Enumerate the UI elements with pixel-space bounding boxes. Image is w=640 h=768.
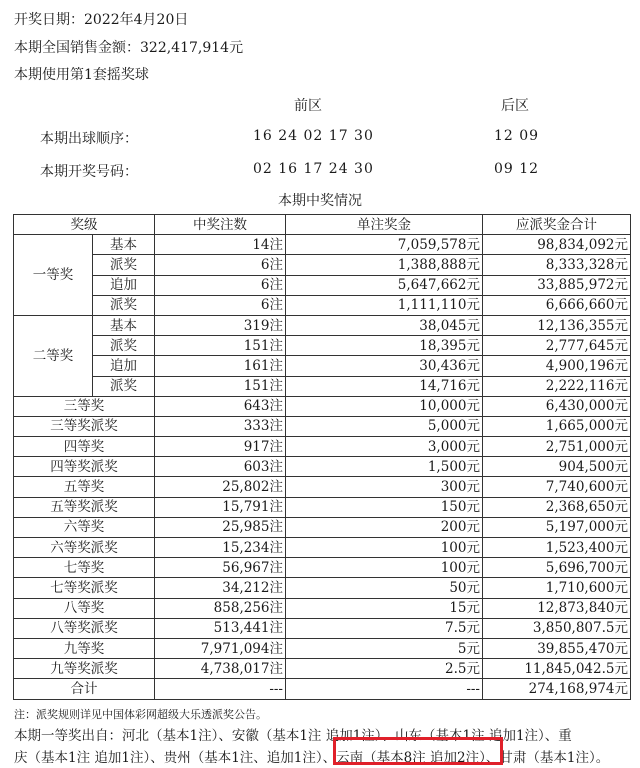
single-prize: 30,436元 — [286, 356, 483, 376]
table-row — [14, 437, 631, 457]
table-header-row — [14, 215, 631, 235]
col-header-total: 应派奖金合计 — [483, 215, 631, 235]
draw-date: 开奖日期：2022年4月20日 — [14, 12, 189, 28]
col-header-count: 中奖注数 — [155, 215, 286, 235]
table-row — [14, 457, 631, 477]
winning-number-front: 02 16 17 24 30 — [253, 161, 374, 177]
single-prize: 1,500元 — [286, 457, 483, 477]
winner-count: 917注 — [155, 437, 286, 457]
winner-count: 4,738,017注 — [155, 659, 286, 679]
table-row — [14, 578, 631, 598]
table-row — [14, 336, 631, 356]
prize-sublevel: 派奖 — [93, 336, 155, 356]
table-row — [14, 356, 631, 376]
prize-level: 一等奖 — [14, 235, 93, 316]
prize-level: 七等奖派奖 — [14, 578, 155, 598]
draw-order-front: 16 24 02 17 30 — [253, 128, 374, 144]
single-prize: 5元 — [286, 638, 483, 658]
prize-level: 三等奖派奖 — [14, 416, 155, 436]
prize-level: 五等奖 — [14, 477, 155, 497]
prize-sublevel: 基本 — [93, 315, 155, 335]
winner-count: 25,985注 — [155, 517, 286, 537]
table-row — [14, 295, 631, 315]
prize-total: 2,368,650元 — [483, 497, 631, 517]
table-row — [14, 477, 631, 497]
total-row — [14, 679, 631, 699]
winner-count: 15,234注 — [155, 538, 286, 558]
single-prize: 100元 — [286, 558, 483, 578]
single-prize: 1,111,110元 — [286, 295, 483, 315]
prize-total: 6,430,000元 — [483, 396, 631, 416]
single-prize: 150元 — [286, 497, 483, 517]
prize-level: 八等奖 — [14, 598, 155, 618]
prize-total: 98,834,092元 — [483, 235, 631, 255]
single-prize: 15元 — [286, 598, 483, 618]
single-prize: 5,647,662元 — [286, 275, 483, 295]
prize-total: 2,222,116元 — [483, 376, 631, 396]
single-prize: 7.5元 — [286, 618, 483, 638]
prize-total: 904,500元 — [483, 457, 631, 477]
table-row — [14, 396, 631, 416]
table-row — [14, 315, 631, 335]
prize-total: 5,696,700元 — [483, 558, 631, 578]
prize-sublevel: 派奖 — [93, 376, 155, 396]
total-label: 合计 — [14, 679, 155, 699]
prize-sublevel: 追加 — [93, 275, 155, 295]
winner-count: 858,256注 — [155, 598, 286, 618]
prize-sublevel: 基本 — [93, 235, 155, 255]
single-prize: 10,000元 — [286, 396, 483, 416]
single-prize: 38,045元 — [286, 315, 483, 335]
single-prize: 300元 — [286, 477, 483, 497]
total-single: --- — [286, 679, 483, 699]
prize-total: 3,850,807.5元 — [483, 618, 631, 638]
table-row — [14, 558, 631, 578]
winner-count: 25,802注 — [155, 477, 286, 497]
winner-count: 56,967注 — [155, 558, 286, 578]
winner-count: 6注 — [155, 295, 286, 315]
prize-total: 4,900,196元 — [483, 356, 631, 376]
prize-level: 七等奖 — [14, 558, 155, 578]
single-prize: 50元 — [286, 578, 483, 598]
prize-total: 2,751,000元 — [483, 437, 631, 457]
single-prize: 100元 — [286, 538, 483, 558]
single-prize: 2.5元 — [286, 659, 483, 679]
single-prize: 5,000元 — [286, 416, 483, 436]
winner-count: 161注 — [155, 356, 286, 376]
prize-level: 九等奖 — [14, 638, 155, 658]
front-zone-label: 前区 — [294, 98, 322, 114]
grand-total: 274,168,974元 — [483, 679, 631, 699]
prize-level: 四等奖派奖 — [14, 457, 155, 477]
highlight-box — [333, 737, 503, 765]
table-row — [14, 598, 631, 618]
prize-level: 二等奖 — [14, 315, 93, 396]
table-row — [14, 376, 631, 396]
winning-number-label: 本期开奖号码： — [40, 164, 138, 180]
prize-sublevel: 派奖 — [93, 255, 155, 275]
table-row — [14, 538, 631, 558]
ball-set: 本期使用第1套摇奖球 — [14, 67, 149, 83]
winner-count: 151注 — [155, 336, 286, 356]
prize-level: 四等奖 — [14, 437, 155, 457]
first-prize-origin-line-2: 庆（基本1注 追加1注）、贵州（基本1注、追加1注）、云南（基本8注 追加2注）、甘肃（基本1注）。 — [14, 750, 610, 766]
table-row — [14, 497, 631, 517]
table-row — [14, 659, 631, 679]
winner-count: 15,791注 — [155, 497, 286, 517]
prize-table — [13, 214, 631, 700]
footnote: 注：派奖规则详见中国体彩网超级大乐透派奖公告。 — [14, 708, 267, 721]
winner-count: 319注 — [155, 315, 286, 335]
winner-count: 333注 — [155, 416, 286, 436]
prize-total: 1,523,400元 — [483, 538, 631, 558]
draw-order-label: 本期出球顺序： — [40, 131, 138, 147]
prize-level: 六等奖派奖 — [14, 538, 155, 558]
prize-total: 11,845,042.5元 — [483, 659, 631, 679]
single-prize: 1,388,888元 — [286, 255, 483, 275]
prize-total: 2,777,645元 — [483, 336, 631, 356]
single-prize: 3,000元 — [286, 437, 483, 457]
back-zone-label: 后区 — [501, 98, 529, 114]
winner-count: 151注 — [155, 376, 286, 396]
table-row — [14, 235, 631, 255]
prize-sublevel: 追加 — [93, 356, 155, 376]
col-header-level: 奖级 — [14, 215, 155, 235]
winner-count: 6注 — [155, 275, 286, 295]
table-row — [14, 275, 631, 295]
total-count: --- — [155, 679, 286, 699]
single-prize: 14,716元 — [286, 376, 483, 396]
first-prize-origin-line-1: 本期一等奖出自：河北（基本1注）、安徽（基本1注 追加1注）、山东（基本1注 追加1注）、重 — [14, 728, 572, 744]
prize-total: 12,136,355元 — [483, 315, 631, 335]
prize-level: 九等奖派奖 — [14, 659, 155, 679]
table-title: 本期中奖情况 — [278, 193, 362, 209]
prize-total: 33,885,972元 — [483, 275, 631, 295]
draw-order-back: 12 09 — [494, 128, 540, 144]
winner-count: 34,212注 — [155, 578, 286, 598]
table-row — [14, 618, 631, 638]
prize-level: 六等奖 — [14, 517, 155, 537]
winner-count: 643注 — [155, 396, 286, 416]
table-row — [14, 517, 631, 537]
winner-count: 603注 — [155, 457, 286, 477]
winner-count: 513,441注 — [155, 618, 286, 638]
prize-total: 6,666,660元 — [483, 295, 631, 315]
single-prize: 200元 — [286, 517, 483, 537]
single-prize: 18,395元 — [286, 336, 483, 356]
sales-amount: 本期全国销售金额：322,417,914元 — [14, 40, 244, 56]
winner-count: 6注 — [155, 255, 286, 275]
prize-level: 八等奖派奖 — [14, 618, 155, 638]
prize-total: 1,665,000元 — [483, 416, 631, 436]
winner-count: 14注 — [155, 235, 286, 255]
table-row — [14, 638, 631, 658]
prize-level: 五等奖派奖 — [14, 497, 155, 517]
prize-sublevel: 派奖 — [93, 295, 155, 315]
table-row — [14, 255, 631, 275]
prize-level: 三等奖 — [14, 396, 155, 416]
single-prize: 7,059,578元 — [286, 235, 483, 255]
prize-total: 8,333,328元 — [483, 255, 631, 275]
winner-count: 7,971,094注 — [155, 638, 286, 658]
table-row — [14, 416, 631, 436]
prize-total: 39,855,470元 — [483, 638, 631, 658]
col-header-single: 单注奖金 — [286, 215, 483, 235]
prize-total: 5,197,000元 — [483, 517, 631, 537]
prize-total: 1,710,600元 — [483, 578, 631, 598]
winning-number-back: 09 12 — [494, 161, 540, 177]
prize-total: 7,740,600元 — [483, 477, 631, 497]
prize-total: 12,873,840元 — [483, 598, 631, 618]
